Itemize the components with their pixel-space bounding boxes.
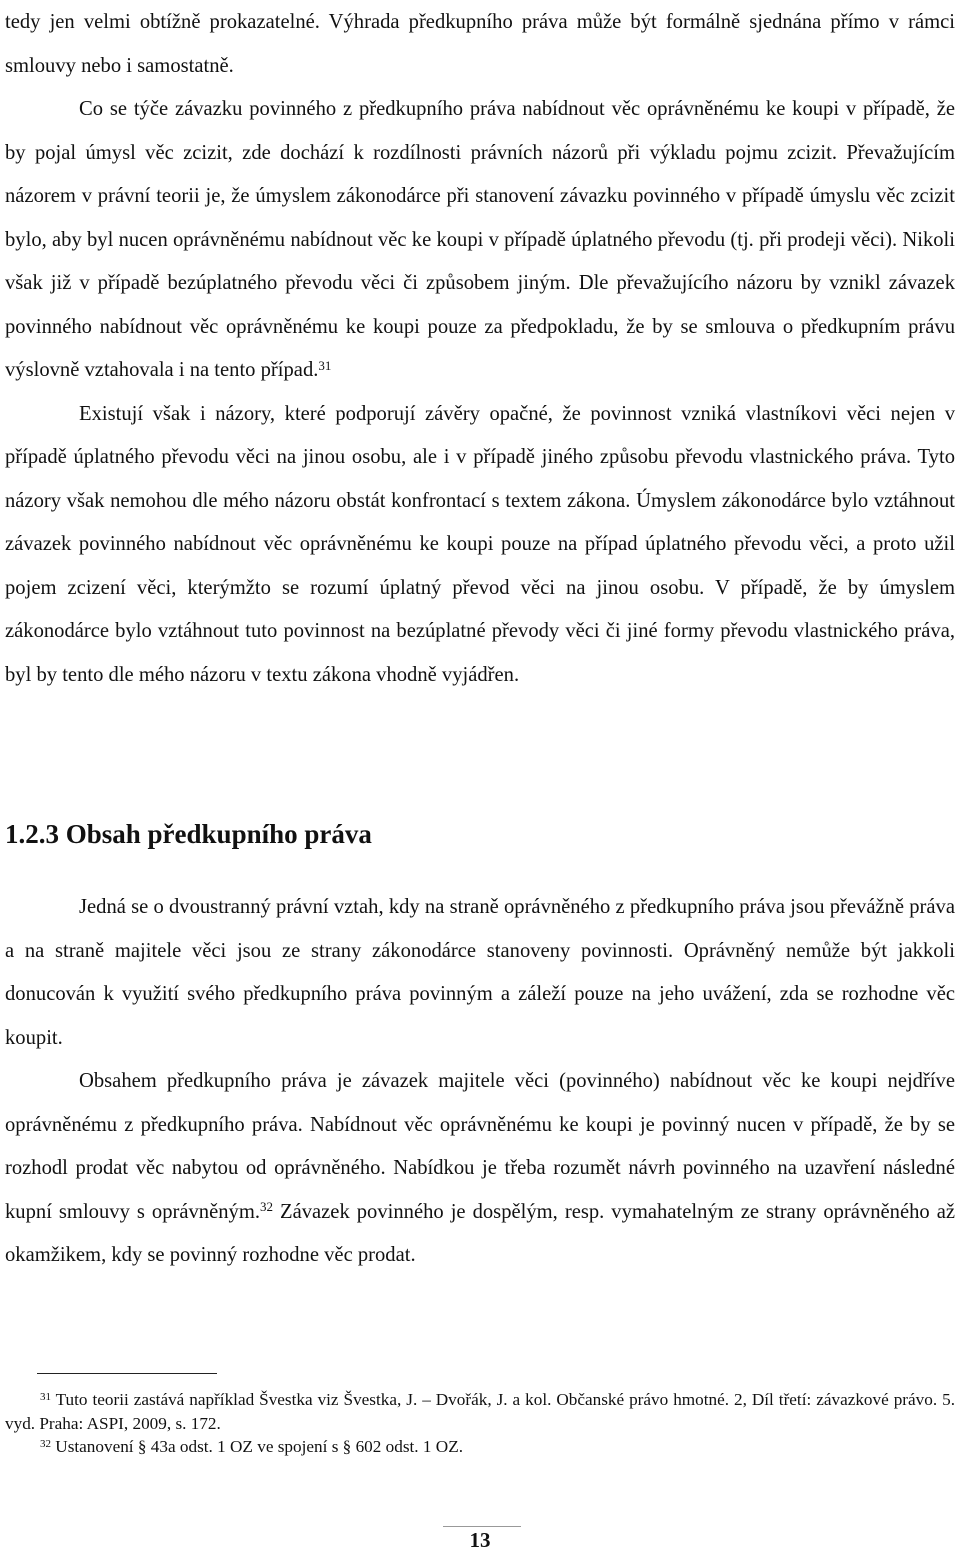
paragraph-text: Co se týče závazku povinného z předkupního práva nabídnout věc oprávněnému ke koupi v případě, že by pojal úmysl věc zcizit, zde dochází k rozdílnosti právních názorů při výkladu pojmu zcizit. Převažujícím názorem v právní teorii je, že úmyslem zákonodárce při stanovení závazku povinného v případě úmyslu věc zcizit bylo, aby byl nucen oprávněnému nabídnout věc ke koupi v případě úplatného převodu (tj. při prodeji věci). Nikoli však již v případě bezúplatného převodu věci či způsobem jiným. Dle převažujícího názoru by vznikl závazek povinného nabídnout věc oprávněnému ke koupi pouze za předpokladu, že by se smlouva o předkupním právu výslovně vztahovala i na tento případ. — [5, 98, 955, 381]
body-text-bottom — [5, 886, 955, 1278]
section-number: 1.2.3 — [5, 819, 59, 849]
paragraph-continuation — [5, 1, 955, 88]
footnote-number: 31 — [40, 1390, 51, 1403]
paragraph-text: tedy jen velmi obtížně prokazatelné. Výhrada předkupního práva může být formálně sjednána přímo v rámci smlouvy nebo i samostatně. — [5, 11, 955, 77]
footnotes — [5, 1388, 955, 1459]
footnote-reference[interactable]: 31 — [318, 357, 332, 373]
section-title: Obsah předkupního práva — [65, 819, 372, 849]
page-number: 13 — [469, 1528, 491, 1552]
paragraph-content-of-right — [5, 1060, 955, 1278]
paragraph-zcizeni — [5, 88, 955, 393]
footnote-text: Ustanovení § 43a odst. 1 OZ ve spojení s § 602 odst. 1 OZ. — [51, 1437, 463, 1456]
page-number-separator — [443, 1526, 521, 1527]
section-heading — [5, 810, 372, 858]
paragraph-text: Obsahem předkupního práva je závazek majitele věci (povinného) nabídnout věc ke koupi nejdříve oprávněnému z předkupního práva. Nabídnout věc oprávněnému ke koupi je povinný nucen v případě, že by se rozhodl prodat věc nabytou od oprávněného. Nabídkou je třeba rozumět návrh povinného na uzavření následné kupní smlouvy s oprávněným. — [5, 1070, 955, 1223]
footnote-31 — [5, 1388, 955, 1435]
footnote-text: Tuto teorii zastává například Švestka viz Švestka, J. – Dvořák, J. a kol. Občanské právo hmotné. 2, Díl třetí: závazkové právo. 5. vyd. Praha: ASPI, 2009, s. 172. — [5, 1390, 955, 1433]
body-text-top — [5, 1, 955, 697]
footnote-number: 32 — [40, 1437, 51, 1450]
paragraph-text: Existují však i názory, které podporují závěry opačné, že povinnost vzniká vlastníkovi věci nejen v případě úplatného převodu věci na jinou osobu, ale i v případě jiného způsobu převodu vlastnického práva. Tyto názory však nemohou dle mého názoru obstát konfrontací s textem zákona. Úmyslem zákonodárce bylo vztáhnout závazek povinného nabídnout věc oprávněnému ke koupi pouze na případ úplatného převodu věci, a proto užil pojem zcizení věci, kterýmžto se rozumí úplatný převod věci na jinou osobu. V případě, že by úmyslem zákonodárce bylo vztáhnout tuto povinnost na bezúplatné převody věci či jiné formy převodu vlastnického práva, byl by tento dle mého názoru v textu zákona vhodně vyjádřen. — [5, 402, 955, 686]
footnote-reference[interactable]: 32 — [260, 1199, 273, 1214]
paragraph-opposing-views — [5, 393, 955, 698]
footnote-32 — [5, 1435, 955, 1459]
footnote-separator — [37, 1373, 217, 1374]
paragraph-bilateral-relation — [5, 886, 955, 1060]
paragraph-text: Jedná se o dvoustranný právní vztah, kdy na straně oprávněného z předkupního práva jsou převážně práva a na straně majitele věci jsou ze strany zákonodárce stanoveny povinnosti. Oprávněný nemůže být jakkoli donucován k využití svého předkupního práva povinným a záleží pouze na jeho uvážení, zda se rozhodne věc koupit. — [5, 896, 955, 1049]
paragraph-text-continued: Závazek povinného je dospělým, resp. vymahatelným ze strany oprávněného až okamžikem, kdy se povinný rozhodne věc prodat. — [5, 1200, 955, 1266]
